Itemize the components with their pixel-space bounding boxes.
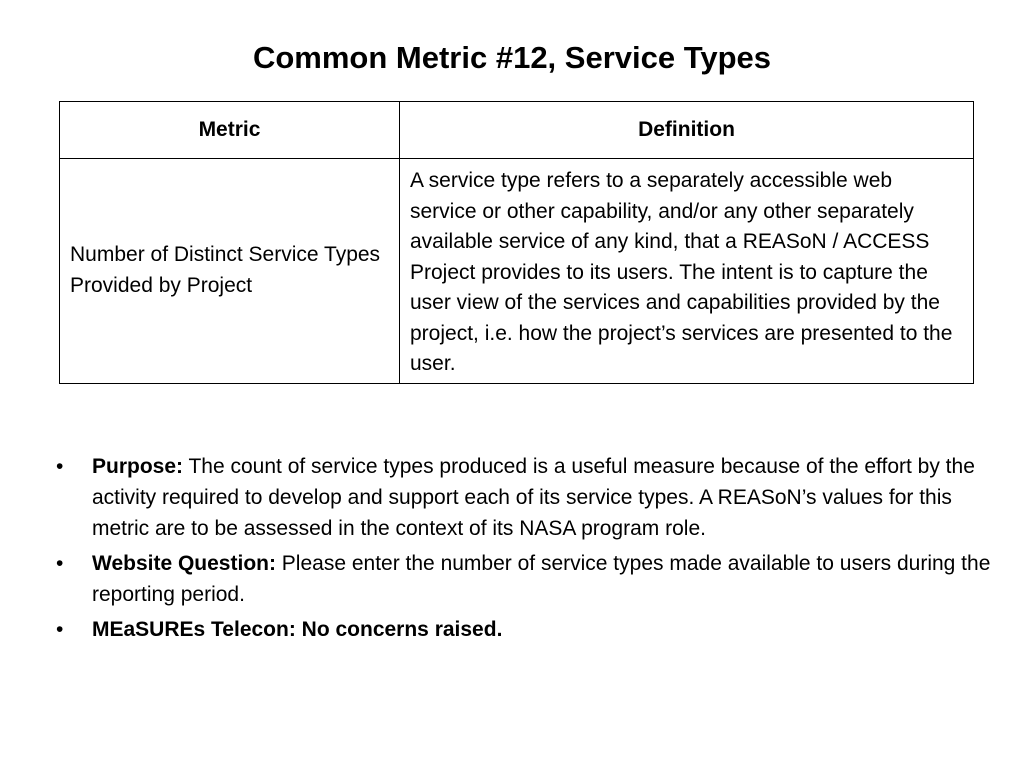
definition-column-header: Definition: [400, 102, 974, 159]
bullet-label: Purpose:: [92, 455, 184, 478]
metric-definition-table: [59, 101, 974, 384]
bullet-purpose: [56, 451, 996, 544]
bullet-marker: •: [56, 455, 64, 478]
bullet-telecon: [56, 614, 996, 645]
table-row: [60, 159, 974, 384]
slide-title: Common Metric #12, Service Types: [252, 40, 772, 75]
bullet-marker: •: [56, 618, 64, 641]
bullet-label: Website Question:: [92, 552, 276, 575]
bullet-label: MEaSUREs Telecon: No concerns raised.: [92, 618, 503, 641]
table-header-row: [60, 102, 974, 159]
bullet-marker: •: [56, 552, 64, 575]
bullet-text: Please enter the number of service types made available to users during the reporting period.: [92, 552, 991, 606]
metric-column-header: Metric: [60, 102, 400, 159]
metric-name-cell: Number of Distinct Service Types Provided by Project: [60, 159, 400, 384]
bullet-website-question: [56, 548, 996, 610]
metric-definition-cell: A service type refers to a separately accessible web service or other capability, and/or any other separately available service of any kind, that a REASoN / ACCESS Project provides to its users. The intent is to capture the user view of the services and capabilities provided by the project, i.e. how the project’s services are presented to the user.: [400, 159, 974, 384]
notes-bullet-list: [56, 451, 996, 649]
bullet-text: The count of service types produced is a useful measure because of the effort by the activity required to develop and support each of its service types. A REASoN’s values for this metric are to be assessed in the context of its NASA program role.: [92, 455, 975, 540]
